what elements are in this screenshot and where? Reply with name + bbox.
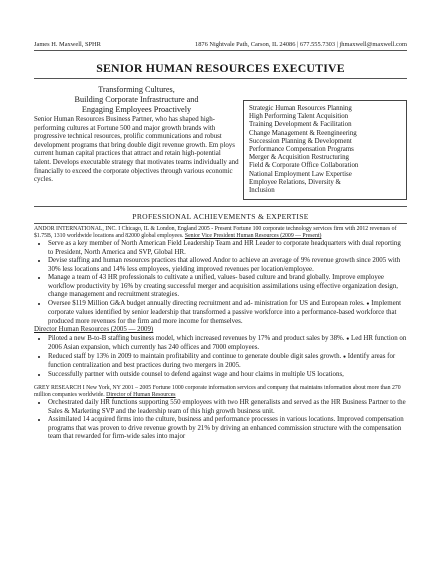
list-item-text: Oversee $119 Million G&A budget annually directing recruitment and ad- ministration for US and European roles. <box>48 299 365 307</box>
job-title: Senior Vice President Human Resources (2009 — Present) <box>184 233 322 240</box>
list-item: • Devise staffing and human resources practices that allowed Andor to achieve an average of 9% revenue growth since 2005 with 30% less locations and 14% less employees, yielding improved revenues per location/employee. <box>48 257 407 274</box>
list-item <box>48 335 407 353</box>
skill-item: National Employment Law Expertise <box>249 170 352 178</box>
skills-box <box>243 100 407 200</box>
list-item: • Orchestrated daily HR functions supporting 550 employees with two HR generalists and served as the HR Business Partner to the Sales & Marketing SVP and the leadership team of this high growth business unit. <box>48 399 407 416</box>
skill-item: High Performing Talent Acquisition <box>249 113 349 121</box>
list-item <box>48 353 407 371</box>
list-item: • Manage a team of 43 HR professionals to cultivate a unified, values- based culture and brand globally. Improve employee workflow productivity by 16% by creating successful merger and acquisition assimilations using effective organization design, change management and recruitment strategies. <box>48 274 407 300</box>
bullet-icon: ● <box>366 301 370 307</box>
email: jhmaxwell@maxwell.com <box>339 41 407 48</box>
title-divider <box>34 78 407 79</box>
company-description: GREY RESEARCH I New York, NY 2001 – 2005 Fortune 1000 corporate information services and company that maintains information about more than 270 million companies worldwide. <box>34 385 401 399</box>
skill-item: Merger & Acquisition Restructuring <box>249 154 349 162</box>
skill-item: Inclusion <box>249 187 275 195</box>
bullet-icon: ● <box>346 336 350 342</box>
skill-item: Employee Relations, Diversity & <box>249 178 341 186</box>
contact-details: 1876 Nightvale Path, Carson, IL 24086 | 677.555.7303 | jhmaxwell@maxwell.com <box>195 41 407 48</box>
section-divider-top <box>34 206 407 207</box>
skill-item: Field & Corporate Office Collaboration <box>249 162 359 170</box>
grey-achievements <box>34 399 407 442</box>
company-description: ANDOR INTERNATIONAL, INC. I Chicago, IL & London, England 2005 - Present Fortune 100 corporate technology services firm with 2012 revenues of $1.75B, 1310 worldwide locations and 82000 global employees. <box>34 226 397 240</box>
job-title: Director Human Resources (2005 — 2009) <box>34 326 154 334</box>
tagline-line: Building Corporate Infrastructure and <box>74 95 199 104</box>
list-item <box>48 300 407 327</box>
section-title: PROFESSIONAL ACHIEVEMENTS & EXPERTISE <box>132 212 309 222</box>
skill-item: Training Development & Facilitation <box>249 121 352 129</box>
company-andor <box>34 226 407 240</box>
tagline <box>34 85 239 115</box>
list-item-text: Reduced staff by 13% in 2009 to maintain profitability and continue to generate double digit sales growth. <box>48 352 342 360</box>
role-director <box>34 326 407 335</box>
director-achievements <box>34 335 407 380</box>
list-item-text: Implement corporate values identified by senior leadership that transformed a passive workforce into a performance-based workforce that produced more revenues for the firm and more income for themselves. <box>48 299 401 325</box>
company-grey <box>34 385 407 399</box>
list-item: • Serve as a key member of North American Field Leadership Team and HR Leader to corporate headquarters with dual reporting to President, North America and SVP, Global HR. <box>48 240 407 257</box>
bullet-icon: ● <box>342 354 346 360</box>
summary-left <box>34 85 239 200</box>
andor-achievements <box>34 240 407 326</box>
list-item-text: Piloted a new B-to-B staffing business model, which increased revenues by 17% and product sales by 38%. <box>48 334 345 342</box>
job-title: Director of Human Resources <box>106 392 176 399</box>
address: 1876 Nightvale Path, Carson, IL 24086 <box>195 41 296 48</box>
header-divider <box>34 50 407 51</box>
section-divider-bottom <box>34 223 407 224</box>
resume-title: SENIOR HUMAN RESOURCES EXECUTIVE <box>96 61 345 75</box>
tagline-line: Transforming Cultures, <box>98 85 175 94</box>
skill-item: Strategic Human Resources Planning <box>249 105 352 112</box>
summary-section <box>34 85 407 200</box>
list-item: • Successfully partner with outside counsel to defend against wage and hour claims in multiple US locations, <box>48 371 407 380</box>
candidate-name: James H. Maxwell, SPHR <box>34 41 101 48</box>
contact-header <box>34 0 407 49</box>
list-item-text: Led HR function on 2006 Asian expansion, which currently has 240 offices and 7000 employees. <box>48 334 407 352</box>
skill-item: Succession Planning & Development <box>249 137 352 145</box>
phone: 677.555.7303 <box>299 41 336 48</box>
skill-item: Change Management & Reengineering <box>249 129 357 137</box>
intro-paragraph: Senior Human Resources Business Partner, who has shaped high-performing cultures at Fortune 500 and major growth brands with progressive technical resources, prolific communications and robust development programs that bring double digit revenue growth. Em ploys current human capital practices that attract and retain high-potential talent. Develops executable strategy that motivates teams individually and financially to exceed the corporate objectives through various economic cycles. <box>34 116 239 184</box>
skill-item: Performance Compensation Programs <box>249 146 354 154</box>
list-item-text: Identify areas for function centralization and best practices during two mergers in 2005. <box>48 352 396 370</box>
list-item: • Assimilated 14 acquired firms into the culture, business and performance processes in various locations. Improved compensation programs that was proven to drive revenue growth by 21% by driving an enhanced commission structure with the compensation team that rewarded for firm-wide sales into major <box>48 416 407 442</box>
tagline-line: Engaging Employees Proactively <box>81 105 192 114</box>
